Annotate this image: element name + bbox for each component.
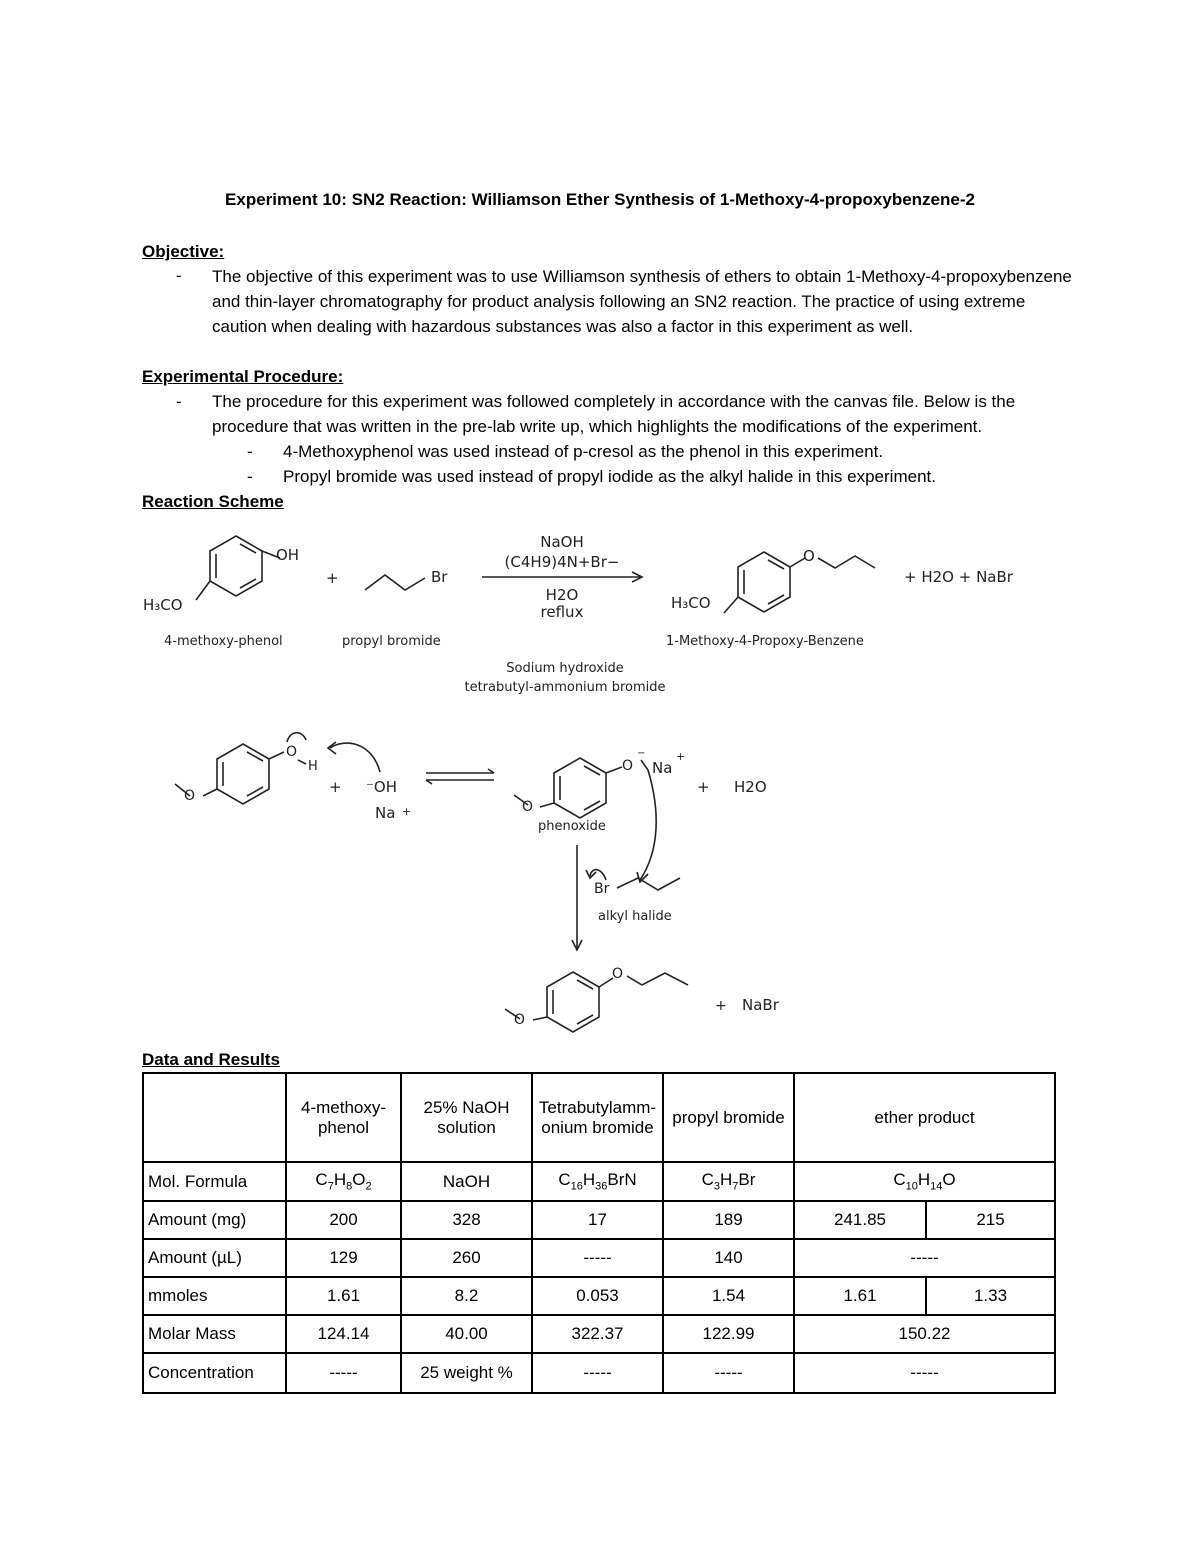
column-header: Tetrabutylamm-onium bromide	[532, 1073, 663, 1162]
objective-text: The objective of this experiment was to use Williamson synthesis of ethers to obtain 1-Methoxy-4-propoxybenzene and thin-layer chromatography for product analysis following an SN2 reaction. The practice of using extreme caution when dealing with hazardous substances was also a factor in this experiment as well.	[212, 267, 1072, 336]
table-cell: -----	[532, 1239, 663, 1277]
table-cell: 1.61	[286, 1277, 401, 1315]
mech-br: Br	[594, 881, 610, 897]
procedure-text: The procedure for this experiment was followed completely in accordance with the canvas file. Below is the procedure that was written in the pre-lab write up, which highlights the modifications of the experiment.	[212, 392, 1016, 436]
table-cell: -----	[532, 1353, 663, 1393]
table-cell: 0.053	[532, 1277, 663, 1315]
reagent-reflux: reflux	[540, 603, 584, 621]
formula-cell: NaOH	[401, 1162, 532, 1201]
table-cell: 122.99	[663, 1315, 794, 1353]
table-cell: 25 weight %	[401, 1353, 532, 1393]
svg-text:O: O	[514, 1012, 526, 1028]
table-row	[143, 1201, 1055, 1239]
svg-text:O: O	[612, 966, 624, 982]
table-cell: 241.85	[794, 1201, 926, 1239]
table-cell: -----	[794, 1239, 1055, 1277]
bullet-dash: -	[176, 266, 182, 285]
svg-text:+: +	[402, 805, 412, 818]
svg-text:H₃CO: H₃CO	[143, 596, 183, 614]
table-cell: 1.33	[926, 1277, 1055, 1315]
svg-text:−: −	[637, 748, 646, 759]
label-reactant-2: propyl bromide	[342, 634, 441, 649]
svg-text:O: O	[522, 799, 534, 815]
column-header: propyl bromide	[663, 1073, 794, 1162]
table-cell: 124.14	[286, 1315, 401, 1353]
reaction-scheme-heading: Reaction Scheme	[142, 492, 284, 511]
row-label: mmoles	[143, 1277, 286, 1315]
svg-text:+: +	[697, 778, 710, 796]
table-row	[143, 1277, 1055, 1315]
page-title: Experiment 10: SN2 Reaction: Williamson Ether Synthesis of 1-Methoxy-4-propoxybenzene-2	[225, 190, 975, 209]
mech-water: H2O	[734, 778, 767, 796]
procedure-heading: Experimental Procedure:	[142, 367, 344, 386]
svg-text:+: +	[676, 750, 686, 763]
table-header-row	[143, 1073, 1055, 1162]
results-heading: Data and Results	[142, 1050, 280, 1069]
modification-2: Propyl bromide was used instead of propyl iodide as the alkyl halide in this experiment.	[283, 467, 936, 486]
reaction-scheme-figure	[0, 520, 1200, 1040]
table-cell: 1.61	[794, 1277, 926, 1315]
results-table	[142, 1072, 1056, 1394]
table-row	[143, 1239, 1055, 1277]
svg-text:+: +	[329, 778, 342, 796]
svg-text:O: O	[286, 744, 298, 760]
table-cell: 189	[663, 1201, 794, 1239]
bullet-dash: -	[247, 467, 253, 486]
table-cell: 150.22	[794, 1315, 1055, 1353]
objective-heading: Objective:	[142, 242, 225, 261]
table-cell: 200	[286, 1201, 401, 1239]
label-reactant-1: 4-methoxy-phenol	[164, 634, 283, 649]
table-cell: 328	[401, 1201, 532, 1239]
svg-text:O: O	[622, 758, 634, 774]
mech-sodium-2: Na	[652, 759, 673, 777]
table-cell: 40.00	[401, 1315, 532, 1353]
table-cell: -----	[286, 1353, 401, 1393]
table-row	[143, 1315, 1055, 1353]
row-label: Amount (mg)	[143, 1201, 286, 1239]
label-product: 1-Methoxy-4-Propoxy-Benzene	[666, 634, 864, 649]
column-header: 25% NaOH solution	[401, 1073, 532, 1162]
row-label: Concentration	[143, 1353, 286, 1393]
table-cell: -----	[663, 1353, 794, 1393]
table-cell: 140	[663, 1239, 794, 1277]
note-tbab: tetrabutyl-ammonium bromide	[464, 680, 666, 695]
svg-text:+: +	[326, 569, 339, 587]
row-label: Mol. Formula	[143, 1162, 286, 1201]
reagent-tbab: (C4H9)4N+Br−	[504, 553, 620, 571]
formula-cell: $C_{10}H_{14}O$	[794, 1162, 1055, 1201]
mech-nabr: NaBr	[742, 996, 779, 1014]
row-label: Amount (µL)	[143, 1239, 286, 1277]
modification-1: 4-Methoxyphenol was used instead of p-cresol as the phenol in this experiment.	[283, 442, 884, 461]
table-row	[143, 1353, 1055, 1393]
column-header: ether product	[794, 1073, 1055, 1162]
mech-hydroxide: ⁻OH	[366, 778, 398, 796]
table-cell: 215	[926, 1201, 1055, 1239]
table-cell: 322.37	[532, 1315, 663, 1353]
label-alkyl-halide: alkyl halide	[598, 909, 672, 924]
svg-text:O: O	[184, 788, 196, 804]
table-cell: 17	[532, 1201, 663, 1239]
svg-text:O: O	[803, 547, 815, 565]
table-cell: 129	[286, 1239, 401, 1277]
table-cell: 8.2	[401, 1277, 532, 1315]
bullet-dash: -	[247, 442, 253, 461]
svg-text:H: H	[308, 759, 318, 774]
table-cell: 260	[401, 1239, 532, 1277]
svg-text:H₃CO: H₃CO	[671, 594, 711, 612]
reagent-naoh: NaOH	[540, 533, 584, 551]
table-cell: -----	[794, 1353, 1055, 1393]
svg-text:Br: Br	[431, 568, 448, 586]
table-cell	[143, 1073, 286, 1162]
reagent-water: H2O	[545, 586, 579, 604]
table-row	[143, 1162, 1055, 1201]
column-header: 4-methoxy-phenol	[286, 1073, 401, 1162]
label-phenoxide: phenoxide	[538, 819, 606, 834]
benzene-ring	[210, 536, 262, 596]
byproducts: + H2O + NaBr	[904, 568, 1013, 586]
table-cell: 1.54	[663, 1277, 794, 1315]
svg-text:+: +	[715, 998, 727, 1014]
note-naoh: Sodium hydroxide	[506, 661, 624, 676]
formula-cell: $C_3H_7Br$	[663, 1162, 794, 1201]
bullet-dash: -	[176, 392, 182, 411]
formula-cell: $C_7H_8O_2$	[286, 1162, 401, 1201]
svg-text:OH: OH	[276, 546, 300, 564]
row-label: Molar Mass	[143, 1315, 286, 1353]
formula-cell: $C_{16}H_{36}BrN$	[532, 1162, 663, 1201]
mech-sodium: Na	[375, 804, 396, 822]
